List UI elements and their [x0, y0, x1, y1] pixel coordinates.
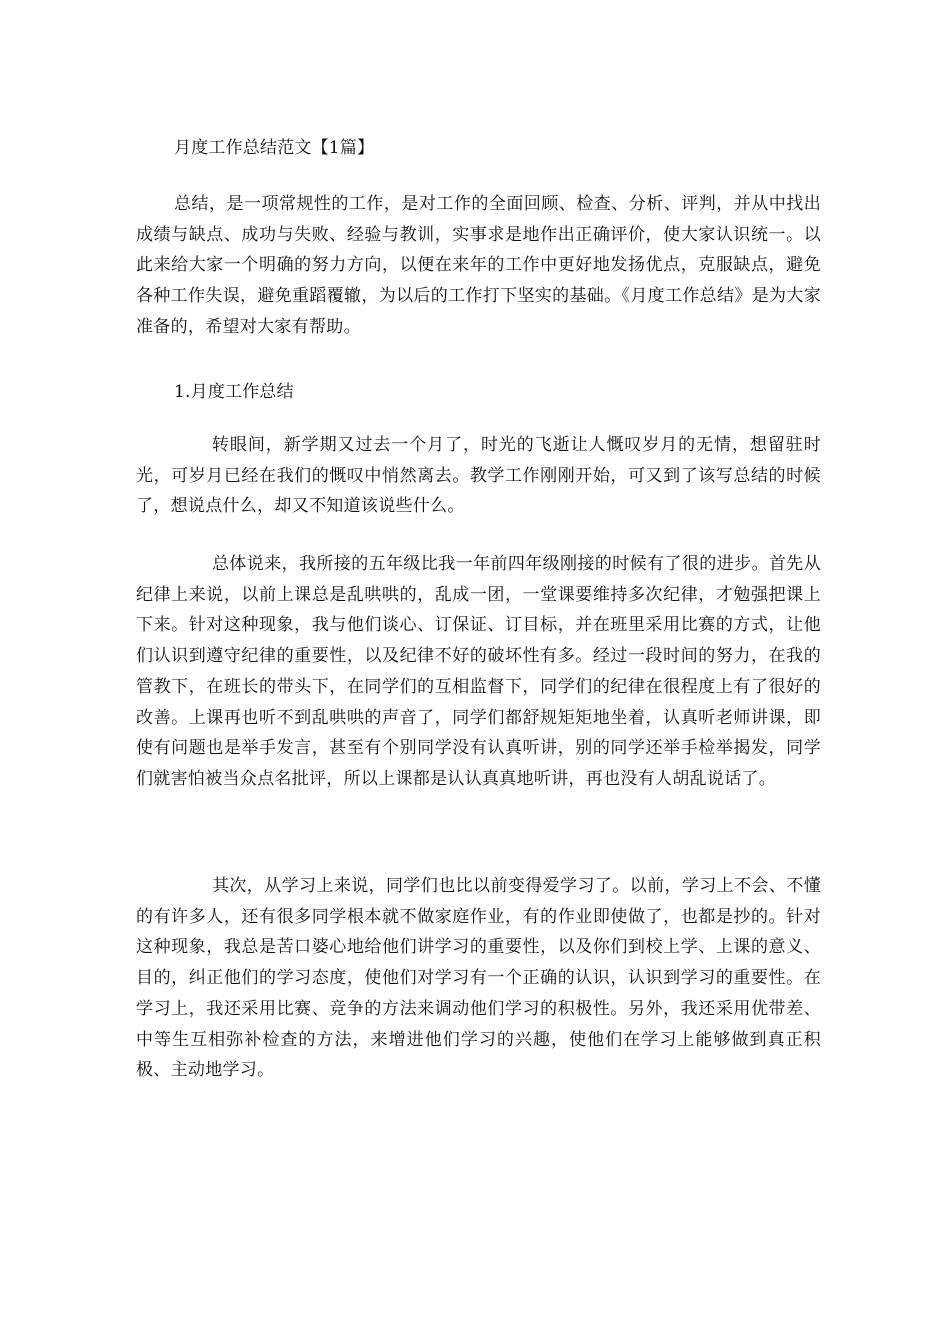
intro-paragraph: 总结，是一项常规性的工作，是对工作的全面回顾、检查、分析、评判，并从中找出成绩与缺点、成功与失败、经验与教训，实事求是地作出正确评价，使大家认识统一。以此来给大家一个明确的努力方向，以便在来年的工作中更好地发扬优点，克服缺点，避免各种工作失误，避免重蹈覆辙，为以后的工作打下坚实的基础。《月度工作总结》是为大家准备的，希望对大家有帮助。	[136, 194, 821, 337]
document-title: 月度工作总结范文【1篇】	[174, 138, 375, 158]
body-paragraph-1: 转眼间，新学期又过去一个月了，时光的飞逝让人慨叹岁月的无情，想留驻时光，可岁月已经在我们的慨叹中悄然离去。教学工作刚刚开始，可又到了该写总结的时候了，想说点什么，却又不知道该说些什么。	[136, 435, 821, 517]
body-paragraph-3: 其次，从学习上来说，同学们也比以前变得爱学习了。以前，学习上不会、不懂的有许多人，还有很多同学根本就不做家庭作业，有的作业即使做了，也都是抄的。针对这种现象，我总是苦口婆心地给他们讲学习的重要性，以及你们到校上学、上课的意义、目的，纠正他们的学习态度，使他们对学习有一个正确的认识，认识到学习的重要性。在学习上，我还采用比赛、竞争的方法来调动他们学习的积极性。另外，我还采用优带差、中等生互相弥补检查的方法，来增进他们学习的兴趣，使他们在学习上能够做到真正积极、主动地学习。	[136, 876, 821, 1081]
section-heading: 1.月度工作总结	[174, 382, 294, 402]
body-paragraph-2: 总体说来，我所接的五年级比我一年前四年级刚接的时候有了很的进步。首先从纪律上来说，以前上课总是乱哄哄的，乱成一团，一堂课要维持多次纪律，才勉强把课上下来。针对这种现象，我与他们谈心、订保证、订目标，并在班里采用比赛的方式，让他们认识到遵守纪律的重要性，以及纪律不好的破坏性有多。经过一段时间的努力，在我的管教下，在班长的带头下，在同学们的互相监督下，同学们的纪律在很程度上有了很好的改善。上课再也听不到乱哄哄的声音了，同学们都舒规矩矩地坐着，认真听老师讲课，即使有问题也是举手发言，甚至有个别同学没有认真听讲，别的同学还举手检举揭发，同学们就害怕被当众点名批评，所以上课都是认认真真地听讲，再也没有人胡乱说话了。	[136, 554, 821, 789]
